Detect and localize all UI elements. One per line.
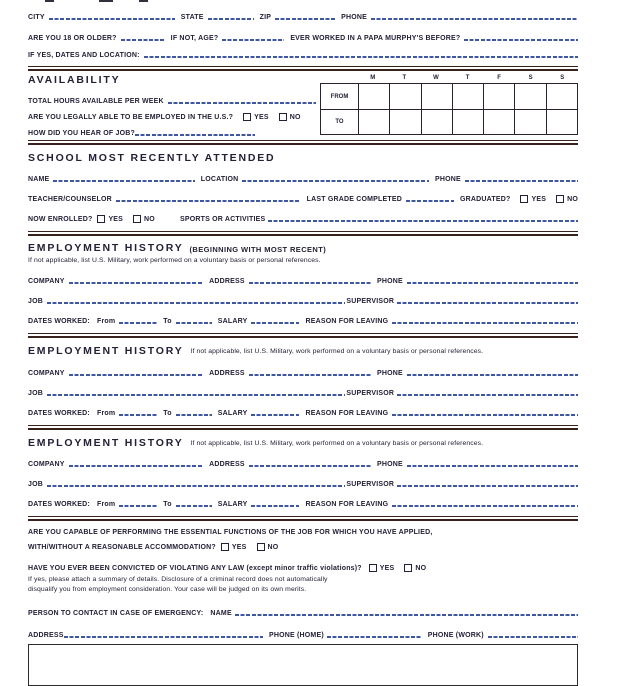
day-col-label: T bbox=[465, 75, 470, 81]
employment-note: If not applicable, list U.S. Military, work performed on a voluntary basis or personal references. bbox=[190, 439, 484, 447]
job-label: JOB bbox=[28, 481, 43, 489]
sports-blank[interactable] bbox=[268, 220, 578, 222]
yes-label: YES bbox=[254, 113, 269, 121]
phone-home-label: PHONE (HOME) bbox=[268, 632, 324, 640]
legal-yes-checkbox[interactable] bbox=[243, 113, 251, 121]
address-label: ADDRESS bbox=[209, 461, 245, 469]
job-blank[interactable] bbox=[47, 394, 345, 396]
emergency-address-blank[interactable] bbox=[64, 636, 263, 638]
employment-section-3 bbox=[28, 438, 578, 509]
from-label: From bbox=[96, 501, 116, 509]
city-blank[interactable] bbox=[49, 18, 175, 20]
day-col-label: T bbox=[402, 75, 407, 81]
reason-blank[interactable] bbox=[392, 414, 578, 416]
legally-able-row bbox=[28, 109, 320, 121]
convicted-yes-checkbox[interactable] bbox=[369, 564, 377, 572]
school-location-label: LOCATION bbox=[200, 176, 239, 183]
emergency-address-row bbox=[28, 627, 578, 639]
schedule-day-headers bbox=[357, 75, 578, 83]
ever-worked-blank[interactable] bbox=[464, 39, 578, 41]
reason-label: REASON FOR LEAVING bbox=[305, 409, 389, 417]
teacher-row bbox=[28, 191, 578, 203]
to-label: To bbox=[163, 318, 172, 326]
day-col-label: S bbox=[560, 75, 565, 81]
phone-blank[interactable] bbox=[371, 18, 578, 20]
ever-worked-label: EVER WORKED IN A PAPA MURPHY'S BEFORE? bbox=[290, 35, 461, 42]
job-label: JOB bbox=[28, 389, 43, 397]
enrolled-row bbox=[28, 211, 578, 223]
company-label: COMPANY bbox=[28, 278, 65, 286]
graduated-yes-checkbox[interactable] bbox=[520, 195, 528, 203]
convicted-options bbox=[365, 564, 430, 572]
graduated-label: GRADUATED? bbox=[460, 196, 511, 203]
convicted-note-line1: If yes, please attach a summary of details. Disclosure of a criminal record does not automatically bbox=[28, 576, 328, 584]
dates-location-row bbox=[28, 47, 578, 59]
schedule-cell[interactable] bbox=[514, 109, 545, 134]
questions-section bbox=[28, 529, 578, 595]
schedule-cell[interactable] bbox=[358, 84, 389, 109]
from-blank[interactable] bbox=[119, 414, 157, 416]
age-blank[interactable] bbox=[222, 39, 284, 41]
supervisor-blank[interactable] bbox=[397, 394, 578, 396]
schedule-cell[interactable] bbox=[452, 84, 483, 109]
capable-options bbox=[219, 543, 282, 551]
emergency-label: PERSON TO CONTACT IN CASE OF EMERGENCY: bbox=[28, 610, 204, 618]
to-label: To bbox=[163, 501, 172, 509]
older-label: ARE YOU 18 OR OLDER? bbox=[28, 35, 117, 42]
schedule-cell[interactable] bbox=[421, 109, 452, 134]
schedule-grid bbox=[320, 83, 578, 135]
age-row bbox=[28, 30, 578, 42]
employment-header bbox=[28, 346, 578, 357]
legally-able-label: ARE YOU LEGALLY ABLE TO BE EMPLOYED IN THE U.S.? bbox=[28, 113, 234, 121]
salary-label: SALARY bbox=[217, 318, 248, 326]
company-label: COMPANY bbox=[28, 369, 65, 377]
from-blank[interactable] bbox=[119, 505, 157, 507]
day-col-label: M bbox=[370, 75, 376, 81]
section-divider bbox=[28, 425, 578, 430]
company-label: COMPANY bbox=[28, 461, 65, 469]
employment-section-2 bbox=[28, 346, 578, 417]
if-not-age-label: IF NOT, AGE? bbox=[170, 35, 219, 42]
section-divider bbox=[28, 516, 578, 521]
phone-label: PHONE bbox=[376, 461, 403, 469]
employment-section-1 bbox=[28, 243, 578, 325]
last-grade-label: LAST GRADE COMPLETED bbox=[306, 196, 402, 203]
job-row bbox=[28, 293, 578, 305]
dates-worked-label: DATES WORKED: bbox=[28, 318, 90, 326]
yes-label: YES bbox=[379, 565, 395, 573]
phone-label: PHONE bbox=[376, 369, 403, 377]
phone-label: PHONE bbox=[376, 278, 403, 286]
employment-note: If not applicable, list U.S. Military, work performed on a voluntary basis or personal references. bbox=[190, 348, 484, 355]
salary-label: SALARY bbox=[217, 501, 248, 509]
convicted-question-row bbox=[28, 560, 578, 572]
school-phone-label: PHONE bbox=[435, 176, 461, 183]
job-row bbox=[28, 385, 578, 397]
dates-worked-label: DATES WORKED: bbox=[28, 501, 90, 509]
to-label: To bbox=[163, 409, 172, 417]
cropped-text-fragments bbox=[28, 0, 578, 3]
last-grade-blank[interactable] bbox=[406, 200, 454, 202]
emergency-person-row bbox=[28, 605, 578, 617]
enrolled-label: NOW ENROLLED? bbox=[28, 216, 93, 223]
address-blank[interactable] bbox=[249, 465, 371, 467]
dates-row bbox=[28, 496, 578, 508]
emergency-address-label: ADDRESS bbox=[28, 632, 64, 640]
schedule-cell[interactable] bbox=[389, 109, 420, 134]
yes-label: YES bbox=[231, 544, 247, 552]
signature-box[interactable] bbox=[28, 644, 578, 686]
salary-blank[interactable] bbox=[251, 505, 299, 507]
city-state-zip-row bbox=[28, 9, 578, 21]
state-label: STATE bbox=[180, 14, 204, 21]
schedule-cell[interactable] bbox=[389, 84, 420, 109]
no-label: NO bbox=[267, 544, 279, 552]
school-name-blank[interactable] bbox=[53, 180, 194, 182]
availability-schedule-table bbox=[320, 75, 578, 137]
capable-label: WITH/WITHOUT A REASONABLE ACCOMMODATION? bbox=[28, 544, 216, 552]
salary-blank[interactable] bbox=[251, 322, 299, 324]
to-blank[interactable] bbox=[176, 322, 212, 324]
city-label: CITY bbox=[28, 14, 45, 21]
state-blank[interactable] bbox=[208, 18, 254, 20]
section-divider bbox=[28, 66, 578, 71]
hear-of-job-row bbox=[28, 125, 320, 137]
legally-able-options bbox=[236, 113, 304, 121]
capable-no-checkbox[interactable] bbox=[257, 543, 265, 551]
no-label: NO bbox=[415, 565, 427, 573]
no-label: NO bbox=[567, 196, 578, 203]
dates-row bbox=[28, 405, 578, 417]
job-blank[interactable] bbox=[47, 302, 345, 304]
address-label: ADDRESS bbox=[209, 278, 245, 286]
availability-title: AVAILABILITY bbox=[28, 74, 121, 86]
company-row bbox=[28, 456, 578, 468]
schedule-cell[interactable] bbox=[358, 109, 389, 134]
capable-yes-checkbox[interactable] bbox=[221, 543, 229, 551]
yes-label: YES bbox=[531, 196, 547, 203]
school-name-label: NAME bbox=[28, 176, 50, 183]
total-hours-blank[interactable] bbox=[168, 102, 316, 104]
no-label: NO bbox=[144, 216, 155, 223]
schedule-cell[interactable] bbox=[546, 109, 577, 134]
address-blank[interactable] bbox=[249, 282, 371, 284]
company-row bbox=[28, 273, 578, 285]
job-row bbox=[28, 476, 578, 488]
school-name-row bbox=[28, 171, 578, 183]
to-blank[interactable] bbox=[176, 414, 212, 416]
schedule-cell[interactable] bbox=[483, 84, 514, 109]
convicted-label: HAVE YOU EVER BEEN CONVICTED OF VIOLATING ANY LAW (except minor traffic violations)? bbox=[28, 565, 362, 573]
hear-of-job-blank[interactable] bbox=[135, 134, 255, 136]
company-row bbox=[28, 365, 578, 377]
employment-subtitle: (BEGINNING WITH MOST RECENT) bbox=[189, 245, 327, 254]
supervisor-blank[interactable] bbox=[397, 302, 578, 304]
salary-label: SALARY bbox=[217, 409, 248, 417]
company-blank[interactable] bbox=[69, 282, 203, 284]
enrolled-yes-checkbox[interactable] bbox=[97, 215, 105, 223]
to-blank[interactable] bbox=[176, 505, 212, 507]
address-label: ADDRESS bbox=[209, 369, 245, 377]
employment-title: EMPLOYMENT HISTORY bbox=[28, 345, 184, 358]
employment-header bbox=[28, 438, 578, 449]
section-divider bbox=[28, 140, 578, 145]
school-title: SCHOOL MOST RECENTLY ATTENDED bbox=[28, 151, 276, 164]
from-label: From bbox=[96, 409, 116, 417]
zip-blank[interactable] bbox=[275, 18, 335, 20]
total-hours-label: TOTAL HOURS AVAILABLE PER WEEK bbox=[28, 97, 164, 105]
availability-left bbox=[28, 75, 320, 137]
schedule-cell[interactable] bbox=[483, 109, 514, 134]
emergency-name-blank[interactable] bbox=[235, 614, 578, 616]
day-col-label: W bbox=[433, 75, 439, 81]
school-location-blank[interactable] bbox=[242, 180, 429, 182]
schedule-cell[interactable] bbox=[452, 109, 483, 134]
from-label: From bbox=[96, 318, 116, 326]
day-col-label: S bbox=[528, 75, 533, 81]
address-blank[interactable] bbox=[249, 374, 371, 376]
school-phone-blank[interactable] bbox=[465, 180, 578, 182]
employment-header bbox=[28, 243, 578, 254]
phone-blank[interactable] bbox=[407, 374, 578, 376]
school-section bbox=[28, 153, 578, 224]
convicted-no-checkbox[interactable] bbox=[404, 564, 412, 572]
to-row-label: TO bbox=[321, 109, 358, 134]
older-blank[interactable] bbox=[121, 39, 165, 41]
schedule-cell[interactable] bbox=[546, 84, 577, 109]
phone-blank[interactable] bbox=[407, 465, 578, 467]
no-label: NO bbox=[289, 113, 301, 121]
day-col-label: F bbox=[497, 75, 501, 81]
emergency-name-label: NAME bbox=[210, 610, 232, 618]
enrolled-options bbox=[95, 215, 158, 223]
dates-worked-label: DATES WORKED: bbox=[28, 409, 90, 417]
section-divider bbox=[28, 333, 578, 338]
company-blank[interactable] bbox=[69, 465, 203, 467]
supervisor-label: SUPERVISOR bbox=[346, 298, 395, 306]
teacher-label: TEACHER/COUNSELOR bbox=[28, 196, 112, 203]
section-divider bbox=[28, 231, 578, 236]
supervisor-blank[interactable] bbox=[397, 485, 578, 487]
phone-work-label: PHONE (WORK) bbox=[427, 632, 484, 640]
capable-question-line2 bbox=[28, 539, 578, 551]
convicted-note-line2: disqualify you from employment consideration. Your case will be judged on its own merits. bbox=[28, 586, 307, 594]
job-blank[interactable] bbox=[47, 485, 345, 487]
phone-label: PHONE bbox=[341, 14, 368, 21]
capable-question-line1: ARE YOU CAPABLE OF PERFORMING THE ESSENTIAL FUNCTIONS OF THE JOB FOR WHICH YOU HAVE APPLIED, bbox=[28, 529, 433, 537]
teacher-blank[interactable] bbox=[116, 200, 301, 202]
graduated-options bbox=[513, 195, 578, 203]
availability-section bbox=[28, 75, 578, 137]
if-yes-label: IF YES, DATES AND LOCATION: bbox=[28, 52, 140, 59]
company-blank[interactable] bbox=[69, 374, 203, 376]
legal-no-checkbox[interactable] bbox=[279, 113, 287, 121]
total-hours-row bbox=[28, 93, 320, 105]
employment-note: If not applicable, list U.S. Military, work performed on a voluntary basis or personal references. bbox=[28, 256, 321, 264]
dates-location-blank[interactable] bbox=[144, 56, 578, 58]
phone-blank[interactable] bbox=[407, 282, 578, 284]
hear-of-job-label: HOW DID YOU HEAR OF JOB? bbox=[28, 129, 135, 137]
dates-row bbox=[28, 313, 578, 325]
schedule-cell[interactable] bbox=[421, 84, 452, 109]
from-row-label: FROM bbox=[330, 93, 349, 100]
employment-title: EMPLOYMENT HISTORY bbox=[28, 436, 184, 449]
employment-title: EMPLOYMENT HISTORY bbox=[28, 242, 184, 254]
sports-label: SPORTS OR ACTIVITIES bbox=[179, 216, 266, 223]
graduated-no-checkbox[interactable] bbox=[556, 195, 564, 203]
phone-home-blank[interactable] bbox=[327, 636, 422, 638]
reason-label: REASON FOR LEAVING bbox=[305, 318, 389, 326]
supervisor-label: SUPERVISOR bbox=[346, 389, 395, 397]
reason-blank[interactable] bbox=[392, 505, 578, 507]
salary-blank[interactable] bbox=[251, 414, 299, 416]
enrolled-no-checkbox[interactable] bbox=[133, 215, 141, 223]
yes-label: YES bbox=[108, 216, 124, 223]
schedule-cell[interactable] bbox=[514, 84, 545, 109]
zip-label: ZIP bbox=[259, 14, 272, 21]
job-label: JOB bbox=[28, 298, 43, 306]
reason-label: REASON FOR LEAVING bbox=[305, 501, 389, 509]
phone-work-blank[interactable] bbox=[488, 636, 578, 638]
reason-blank[interactable] bbox=[392, 322, 578, 324]
from-blank[interactable] bbox=[119, 322, 157, 324]
supervisor-label: SUPERVISOR bbox=[346, 481, 395, 489]
emergency-section bbox=[28, 605, 578, 639]
